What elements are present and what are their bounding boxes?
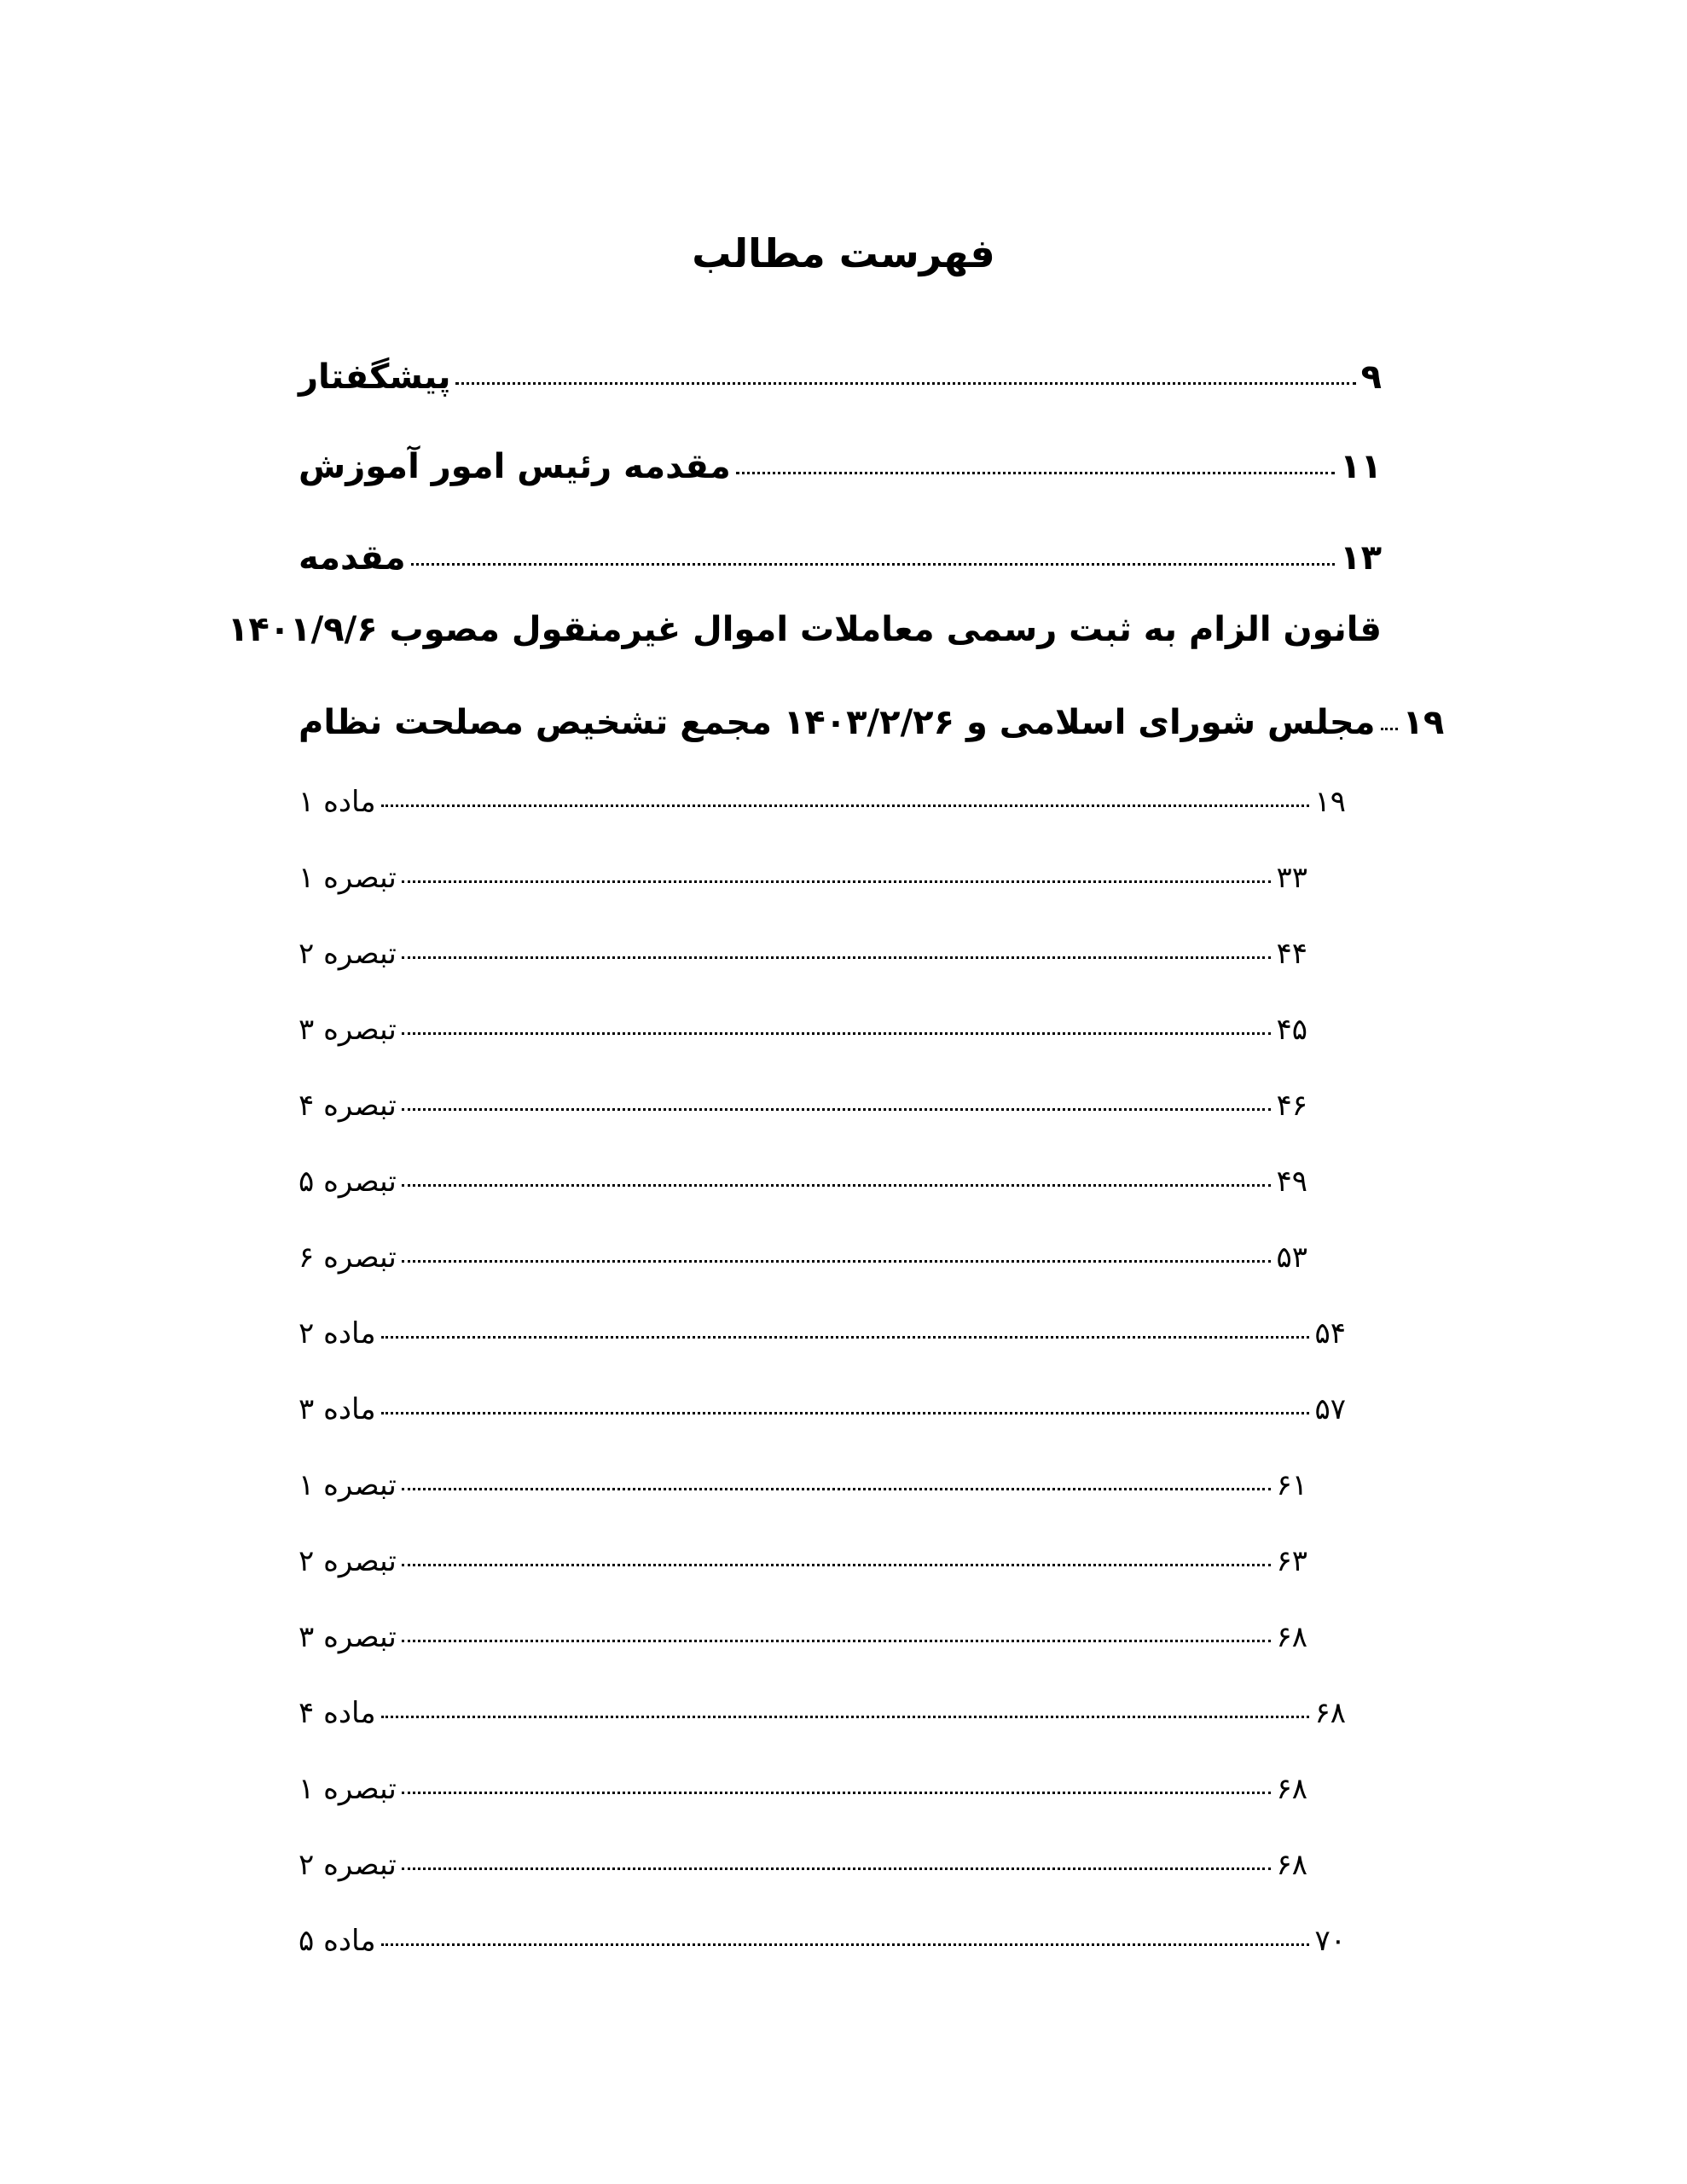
dot-leader: [402, 880, 1272, 883]
toc-entry-label: تبصره ۱: [299, 1468, 397, 1502]
toc-entry-label: مقدمه رئیس امور آموزش: [299, 447, 731, 486]
toc-entry-article[interactable]: [299, 1670, 1346, 1730]
toc-entry-label: تبصره ۶: [299, 1240, 397, 1275]
toc-entry-note[interactable]: [299, 987, 1307, 1047]
toc-entry-article[interactable]: [299, 759, 1346, 819]
toc-entry-page: ۵۴: [1314, 1316, 1346, 1350]
toc-entry-foreword[interactable]: [299, 337, 1382, 397]
dot-leader: [402, 956, 1272, 959]
toc-entry-page: ۹: [1360, 357, 1382, 397]
toc-entry-label: تبصره ۴: [299, 1089, 397, 1123]
dot-leader: [736, 472, 1335, 474]
toc-entry-note[interactable]: [299, 1443, 1307, 1502]
toc-entry-label: پیشگفتار: [299, 357, 451, 397]
toc-entry-article[interactable]: [299, 1291, 1346, 1350]
toc-entry-page: ۶۸: [1276, 1848, 1307, 1882]
dot-leader: [402, 1184, 1272, 1187]
toc-entry-page: ۱۳: [1340, 538, 1382, 578]
toc-entry-page: ۶۸: [1314, 1696, 1346, 1730]
toc-entry-label: تبصره ۳: [299, 1013, 397, 1047]
toc-entry-note[interactable]: [299, 1822, 1307, 1882]
toc-entry-page: ۶۸: [1276, 1772, 1307, 1806]
dot-leader: [402, 1792, 1272, 1794]
law-heading-line2: مجلس شورای اسلامی و ۱۴۰۳/۲/۲۶ مجمع تشخیص مصلحت نظام: [299, 703, 1376, 742]
toc-entry-label: تبصره ۲: [299, 1848, 397, 1882]
toc-entry-label: تبصره ۳: [299, 1620, 397, 1654]
toc-entry-note[interactable]: [299, 911, 1307, 971]
toc-entry-page: ۱۹: [1402, 703, 1445, 742]
toc-entry-label: ماده ۱: [299, 785, 376, 819]
toc-entry-introduction[interactable]: [299, 518, 1382, 578]
toc-entry-page: ۱۱: [1340, 447, 1382, 486]
toc-entry-page: ۵۳: [1276, 1240, 1307, 1275]
toc-entry-label: ماده ۴: [299, 1696, 376, 1730]
toc-entry-page: ۴۹: [1276, 1165, 1307, 1199]
dot-leader: [381, 1943, 1310, 1946]
toc-entry-note[interactable]: [299, 1594, 1307, 1654]
toc-entry-label: تبصره ۵: [299, 1165, 397, 1199]
toc-entry-label: ماده ۵: [299, 1924, 376, 1958]
dot-leader: [381, 1412, 1310, 1414]
toc-entry-note[interactable]: [299, 1519, 1307, 1578]
toc-entry-note[interactable]: [299, 1215, 1307, 1275]
dot-leader: [402, 1032, 1272, 1035]
dot-leader: [402, 1260, 1272, 1263]
dot-leader: [402, 1488, 1272, 1490]
toc-entry-label: ماده ۲: [299, 1316, 376, 1350]
toc-entry-page: ۷۰: [1314, 1924, 1346, 1958]
toc-entry-note[interactable]: [299, 1746, 1307, 1806]
page-title: فهرست مطالب: [692, 230, 995, 276]
toc-entry-label: ماده ۳: [299, 1392, 376, 1426]
toc-entry-page: ۴۴: [1276, 937, 1307, 971]
dot-leader: [402, 1564, 1272, 1566]
toc-entry-label: تبصره ۲: [299, 937, 397, 971]
dot-leader: [402, 1867, 1272, 1870]
toc-entry-page: ۱۹: [1314, 785, 1346, 819]
dot-leader: [1381, 728, 1398, 730]
toc-entry-page: ۳۳: [1276, 861, 1307, 895]
toc-entry-note[interactable]: [299, 1063, 1307, 1123]
toc-entry-label: تبصره ۱: [299, 861, 397, 895]
toc-entry-page: ۴۵: [1276, 1013, 1307, 1047]
toc-entry-article[interactable]: [299, 1367, 1346, 1426]
toc-entry-page: ۵۷: [1314, 1392, 1346, 1426]
dot-leader: [381, 804, 1310, 807]
toc-entry-label: تبصره ۱: [299, 1772, 397, 1806]
toc-entry-article[interactable]: [299, 1898, 1346, 1958]
dot-leader: [411, 563, 1335, 566]
toc-entry-page: ۶۱: [1276, 1468, 1307, 1502]
toc-entry-page: ۶۸: [1276, 1620, 1307, 1654]
toc-entry-label: تبصره ۲: [299, 1544, 397, 1578]
dot-leader: [402, 1108, 1272, 1111]
toc-entry-law[interactable]: [299, 682, 1445, 742]
toc-entry-page: ۴۶: [1276, 1089, 1307, 1123]
toc-entry-education-intro[interactable]: [299, 427, 1382, 486]
law-heading-line1: قانون الزام به ثبت رسمی معاملات اموال غیرمنقول مصوب ۱۴۰۱/۹/۶: [227, 610, 1382, 649]
dot-leader: [402, 1640, 1272, 1642]
dot-leader: [455, 382, 1355, 385]
dot-leader: [381, 1716, 1310, 1718]
toc-entry-note[interactable]: [299, 1139, 1307, 1199]
toc-entry-note[interactable]: [299, 835, 1307, 895]
dot-leader: [381, 1336, 1310, 1339]
toc-entry-page: ۶۳: [1276, 1544, 1307, 1578]
toc-entry-label: مقدمه: [299, 538, 406, 578]
